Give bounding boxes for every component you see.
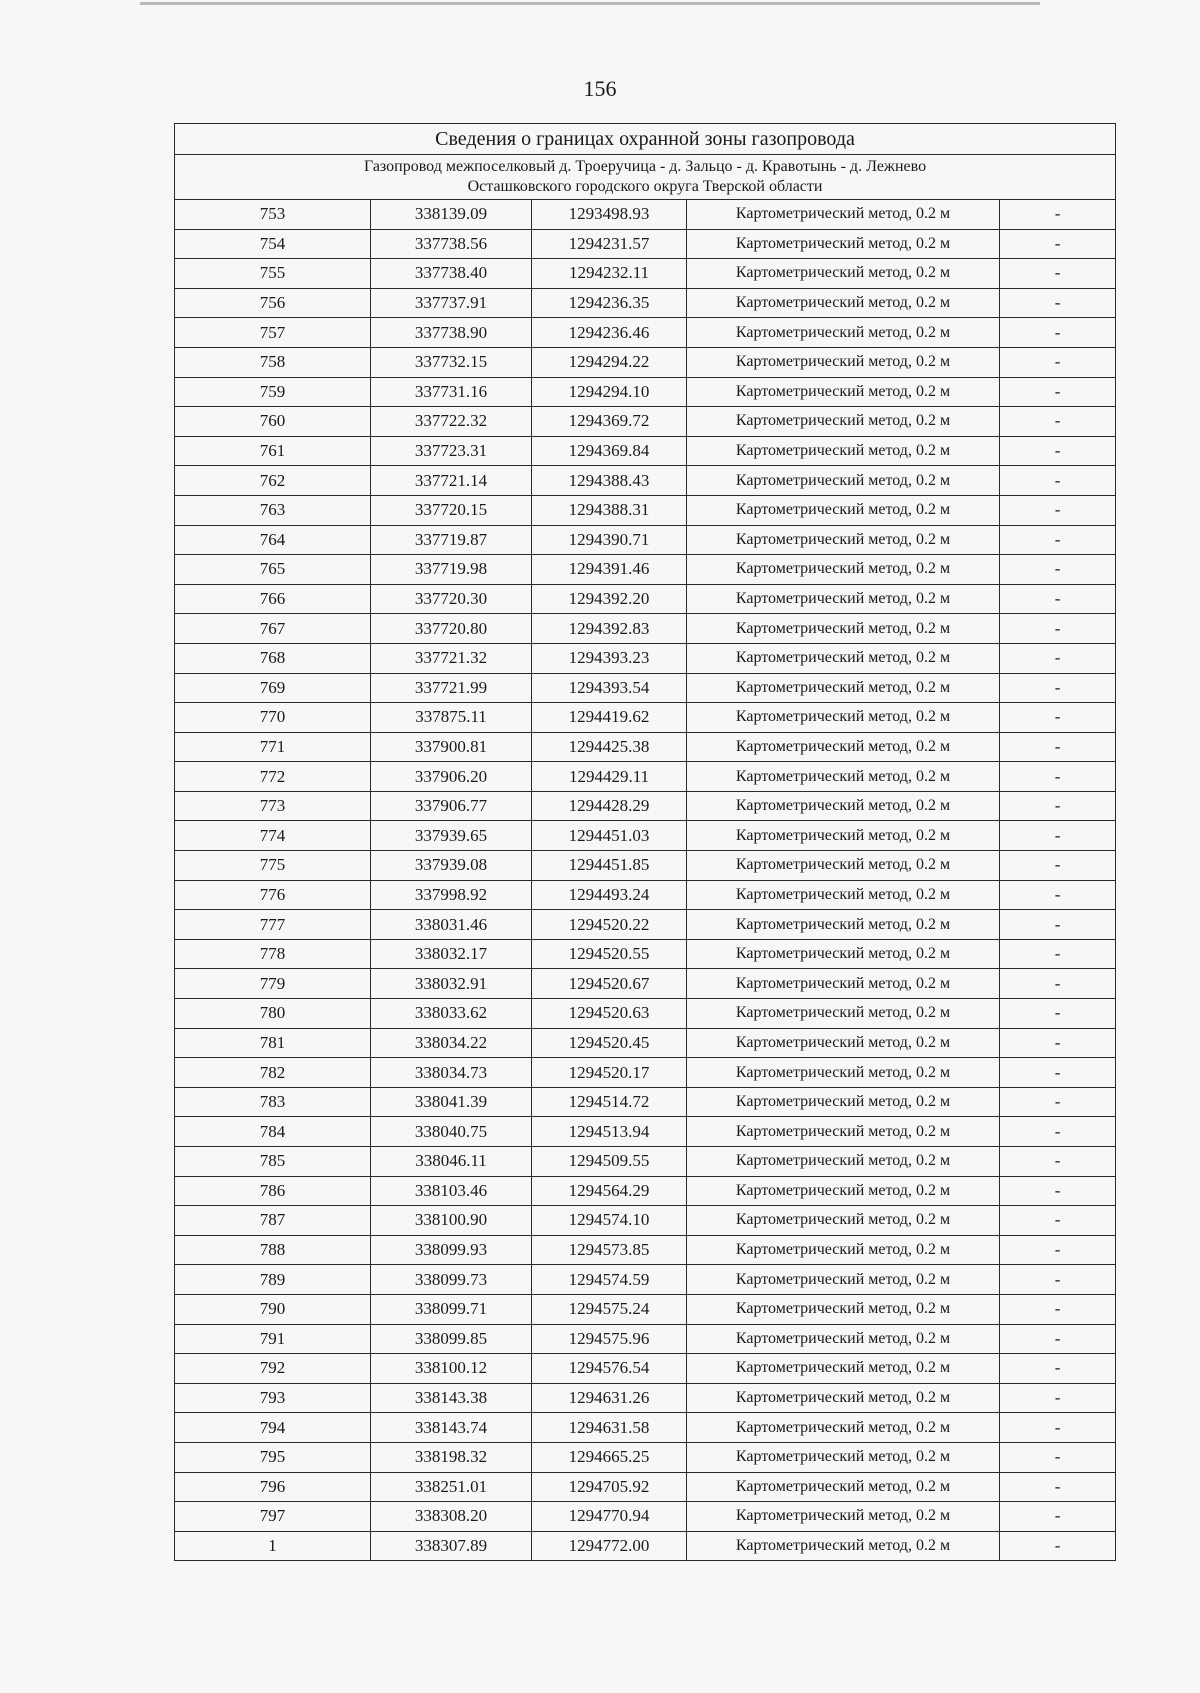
note-cell: - [1000, 643, 1116, 673]
table-row [175, 1206, 1116, 1236]
coord-x-cell: 338251.01 [371, 1472, 532, 1502]
point-number-cell: 791 [175, 1324, 371, 1354]
point-number-cell: 781 [175, 1028, 371, 1058]
table-row [175, 318, 1116, 348]
subtitle-line-2: Осташковского городского округа Тверской области [467, 178, 823, 195]
point-number-cell: 778 [175, 939, 371, 969]
coord-y-cell: 1294393.23 [532, 643, 687, 673]
table-row [175, 407, 1116, 437]
coord-x-cell: 337738.56 [371, 229, 532, 259]
note-cell: - [1000, 851, 1116, 881]
point-number-cell: 763 [175, 495, 371, 525]
table-row [175, 1235, 1116, 1265]
note-cell: - [1000, 762, 1116, 792]
method-cell: Картометрический метод, 0.2 м [687, 1383, 1000, 1413]
coord-x-cell: 338099.85 [371, 1324, 532, 1354]
table-row [175, 1472, 1116, 1502]
note-cell: - [1000, 969, 1116, 999]
method-cell: Картометрический метод, 0.2 м [687, 1531, 1000, 1561]
note-cell: - [1000, 1413, 1116, 1443]
point-number-cell: 755 [175, 259, 371, 289]
coord-y-cell: 1294520.22 [532, 910, 687, 940]
coord-x-cell: 337723.31 [371, 436, 532, 466]
coord-y-cell: 1293498.93 [532, 200, 687, 230]
method-cell: Картометрический метод, 0.2 м [687, 347, 1000, 377]
method-cell: Картометрический метод, 0.2 м [687, 673, 1000, 703]
note-cell: - [1000, 910, 1116, 940]
coord-y-cell: 1294392.20 [532, 584, 687, 614]
table-row [175, 1413, 1116, 1443]
method-cell: Картометрический метод, 0.2 м [687, 1294, 1000, 1324]
coord-y-cell: 1294520.63 [532, 999, 687, 1029]
table-row [175, 347, 1116, 377]
table-row [175, 466, 1116, 496]
coord-x-cell: 338033.62 [371, 999, 532, 1029]
coord-y-cell: 1294520.67 [532, 969, 687, 999]
coord-y-cell: 1294575.24 [532, 1294, 687, 1324]
note-cell: - [1000, 1058, 1116, 1088]
method-cell: Картометрический метод, 0.2 м [687, 1176, 1000, 1206]
point-number-cell: 790 [175, 1294, 371, 1324]
coord-y-cell: 1294388.31 [532, 495, 687, 525]
coord-y-cell: 1294429.11 [532, 762, 687, 792]
coord-x-cell: 337737.91 [371, 288, 532, 318]
note-cell: - [1000, 1354, 1116, 1384]
note-cell: - [1000, 1472, 1116, 1502]
point-number-cell: 773 [175, 791, 371, 821]
coord-x-cell: 338100.12 [371, 1354, 532, 1384]
table-row [175, 614, 1116, 644]
note-cell: - [1000, 200, 1116, 230]
method-cell: Картометрический метод, 0.2 м [687, 851, 1000, 881]
note-cell: - [1000, 1235, 1116, 1265]
coord-y-cell: 1294232.11 [532, 259, 687, 289]
note-cell: - [1000, 999, 1116, 1029]
note-cell: - [1000, 791, 1116, 821]
note-cell: - [1000, 377, 1116, 407]
point-number-cell: 767 [175, 614, 371, 644]
coord-y-cell: 1294631.58 [532, 1413, 687, 1443]
point-number-cell: 753 [175, 200, 371, 230]
coord-x-cell: 337906.77 [371, 791, 532, 821]
method-cell: Картометрический метод, 0.2 м [687, 969, 1000, 999]
note-cell: - [1000, 259, 1116, 289]
point-number-cell: 766 [175, 584, 371, 614]
note-cell: - [1000, 1442, 1116, 1472]
point-number-cell: 760 [175, 407, 371, 437]
note-cell: - [1000, 1028, 1116, 1058]
table-row [175, 910, 1116, 940]
method-cell: Картометрический метод, 0.2 м [687, 1413, 1000, 1443]
gas-pipeline-zone-table [174, 123, 1116, 1561]
method-cell: Картометрический метод, 0.2 м [687, 436, 1000, 466]
note-cell: - [1000, 318, 1116, 348]
note-cell: - [1000, 1531, 1116, 1561]
table-title-row [175, 124, 1116, 155]
coord-x-cell: 338032.91 [371, 969, 532, 999]
note-cell: - [1000, 495, 1116, 525]
table-subtitle-row [175, 155, 1116, 200]
note-cell: - [1000, 703, 1116, 733]
table-row [175, 1117, 1116, 1147]
coord-x-cell: 337738.40 [371, 259, 532, 289]
top-scan-rule [140, 2, 1040, 5]
coord-x-cell: 338307.89 [371, 1531, 532, 1561]
coord-y-cell: 1294705.92 [532, 1472, 687, 1502]
coord-y-cell: 1294392.83 [532, 614, 687, 644]
coord-x-cell: 338040.75 [371, 1117, 532, 1147]
coord-y-cell: 1294520.17 [532, 1058, 687, 1088]
note-cell: - [1000, 1294, 1116, 1324]
point-number-cell: 774 [175, 821, 371, 851]
table-title: Сведения о границах охранной зоны газопровода [175, 124, 1116, 155]
table-row [175, 259, 1116, 289]
coord-y-cell: 1294393.54 [532, 673, 687, 703]
point-number-cell: 789 [175, 1265, 371, 1295]
table-row [175, 1265, 1116, 1295]
point-number-cell: 788 [175, 1235, 371, 1265]
coord-x-cell: 338198.32 [371, 1442, 532, 1472]
table-row [175, 939, 1116, 969]
method-cell: Картометрический метод, 0.2 м [687, 1324, 1000, 1354]
coord-x-cell: 337719.98 [371, 555, 532, 585]
table-row [175, 1531, 1116, 1561]
note-cell: - [1000, 584, 1116, 614]
coord-y-cell: 1294564.29 [532, 1176, 687, 1206]
method-cell: Картометрический метод, 0.2 м [687, 555, 1000, 585]
point-number-cell: 777 [175, 910, 371, 940]
coord-y-cell: 1294509.55 [532, 1147, 687, 1177]
coord-x-cell: 337720.30 [371, 584, 532, 614]
note-cell: - [1000, 555, 1116, 585]
coord-x-cell: 338034.22 [371, 1028, 532, 1058]
point-number-cell: 779 [175, 969, 371, 999]
table-row [175, 229, 1116, 259]
coord-x-cell: 337732.15 [371, 347, 532, 377]
method-cell: Картометрический метод, 0.2 м [687, 1087, 1000, 1117]
table-row [175, 999, 1116, 1029]
method-cell: Картометрический метод, 0.2 м [687, 703, 1000, 733]
coord-y-cell: 1294576.54 [532, 1354, 687, 1384]
method-cell: Картометрический метод, 0.2 м [687, 939, 1000, 969]
coord-y-cell: 1294574.59 [532, 1265, 687, 1295]
point-number-cell: 783 [175, 1087, 371, 1117]
coord-x-cell: 338308.20 [371, 1502, 532, 1532]
note-cell: - [1000, 821, 1116, 851]
method-cell: Картометрический метод, 0.2 м [687, 910, 1000, 940]
note-cell: - [1000, 288, 1116, 318]
method-cell: Картометрический метод, 0.2 м [687, 1472, 1000, 1502]
coord-y-cell: 1294419.62 [532, 703, 687, 733]
method-cell: Картометрический метод, 0.2 м [687, 200, 1000, 230]
coord-y-cell: 1294770.94 [532, 1502, 687, 1532]
point-number-cell: 762 [175, 466, 371, 496]
table-row [175, 851, 1116, 881]
coord-x-cell: 337738.90 [371, 318, 532, 348]
coord-x-cell: 338143.74 [371, 1413, 532, 1443]
method-cell: Картометрический метод, 0.2 м [687, 525, 1000, 555]
note-cell: - [1000, 1383, 1116, 1413]
coord-y-cell: 1294520.55 [532, 939, 687, 969]
note-cell: - [1000, 1176, 1116, 1206]
method-cell: Картометрический метод, 0.2 м [687, 377, 1000, 407]
table-row [175, 1058, 1116, 1088]
coord-x-cell: 338041.39 [371, 1087, 532, 1117]
table-row [175, 732, 1116, 762]
point-number-cell: 771 [175, 732, 371, 762]
coord-x-cell: 338099.93 [371, 1235, 532, 1265]
table-row [175, 821, 1116, 851]
table-row [175, 200, 1116, 230]
point-number-cell: 785 [175, 1147, 371, 1177]
coord-y-cell: 1294574.10 [532, 1206, 687, 1236]
method-cell: Картометрический метод, 0.2 м [687, 318, 1000, 348]
note-cell: - [1000, 939, 1116, 969]
point-number-cell: 775 [175, 851, 371, 881]
note-cell: - [1000, 1206, 1116, 1236]
table-row [175, 1176, 1116, 1206]
coord-y-cell: 1294514.72 [532, 1087, 687, 1117]
coord-x-cell: 338099.73 [371, 1265, 532, 1295]
method-cell: Картометрический метод, 0.2 м [687, 229, 1000, 259]
point-number-cell: 761 [175, 436, 371, 466]
point-number-cell: 769 [175, 673, 371, 703]
subtitle-line-1: Газопровод межпоселковый д. Троеручица - д. Зальцо - д. Кравотынь - д. Лежнево [363, 158, 927, 175]
coord-x-cell: 338046.11 [371, 1147, 532, 1177]
point-number-cell: 782 [175, 1058, 371, 1088]
note-cell: - [1000, 1117, 1116, 1147]
point-number-cell: 1 [175, 1531, 371, 1561]
table-row [175, 436, 1116, 466]
coord-y-cell: 1294294.22 [532, 347, 687, 377]
coord-x-cell: 338099.71 [371, 1294, 532, 1324]
page-number: 156 [583, 76, 617, 101]
point-number-cell: 768 [175, 643, 371, 673]
method-cell: Картометрический метод, 0.2 м [687, 1147, 1000, 1177]
table-row [175, 1383, 1116, 1413]
coord-y-cell: 1294390.71 [532, 525, 687, 555]
method-cell: Картометрический метод, 0.2 м [687, 732, 1000, 762]
method-cell: Картометрический метод, 0.2 м [687, 1265, 1000, 1295]
method-cell: Картометрический метод, 0.2 м [687, 1442, 1000, 1472]
method-cell: Картометрический метод, 0.2 м [687, 1117, 1000, 1147]
coord-y-cell: 1294236.35 [532, 288, 687, 318]
note-cell: - [1000, 1087, 1116, 1117]
note-cell: - [1000, 466, 1116, 496]
table-row [175, 288, 1116, 318]
coord-x-cell: 337939.65 [371, 821, 532, 851]
point-number-cell: 794 [175, 1413, 371, 1443]
coord-x-cell: 337719.87 [371, 525, 532, 555]
coord-x-cell: 337721.99 [371, 673, 532, 703]
coord-x-cell: 337998.92 [371, 880, 532, 910]
coord-y-cell: 1294236.46 [532, 318, 687, 348]
coord-y-cell: 1294575.96 [532, 1324, 687, 1354]
point-number-cell: 787 [175, 1206, 371, 1236]
coord-x-cell: 337722.32 [371, 407, 532, 437]
coord-y-cell: 1294513.94 [532, 1117, 687, 1147]
method-cell: Картометрический метод, 0.2 м [687, 880, 1000, 910]
note-cell: - [1000, 1324, 1116, 1354]
table-row [175, 584, 1116, 614]
point-number-cell: 764 [175, 525, 371, 555]
point-number-cell: 759 [175, 377, 371, 407]
note-cell: - [1000, 1502, 1116, 1532]
table-row [175, 673, 1116, 703]
method-cell: Картометрический метод, 0.2 м [687, 791, 1000, 821]
point-number-cell: 786 [175, 1176, 371, 1206]
coord-y-cell: 1294391.46 [532, 555, 687, 585]
point-number-cell: 756 [175, 288, 371, 318]
coord-x-cell: 337720.80 [371, 614, 532, 644]
coord-y-cell: 1294772.00 [532, 1531, 687, 1561]
point-number-cell: 795 [175, 1442, 371, 1472]
coord-y-cell: 1294520.45 [532, 1028, 687, 1058]
coord-x-cell: 338032.17 [371, 939, 532, 969]
coord-x-cell: 337731.16 [371, 377, 532, 407]
coord-x-cell: 338031.46 [371, 910, 532, 940]
table-row [175, 1087, 1116, 1117]
coord-x-cell: 337875.11 [371, 703, 532, 733]
note-cell: - [1000, 525, 1116, 555]
point-number-cell: 770 [175, 703, 371, 733]
method-cell: Картометрический метод, 0.2 м [687, 821, 1000, 851]
coord-y-cell: 1294428.29 [532, 791, 687, 821]
table-row [175, 1028, 1116, 1058]
coord-y-cell: 1294369.84 [532, 436, 687, 466]
table-row [175, 762, 1116, 792]
point-number-cell: 757 [175, 318, 371, 348]
method-cell: Картометрический метод, 0.2 м [687, 407, 1000, 437]
note-cell: - [1000, 732, 1116, 762]
point-number-cell: 793 [175, 1383, 371, 1413]
coord-y-cell: 1294369.72 [532, 407, 687, 437]
method-cell: Картометрический метод, 0.2 м [687, 584, 1000, 614]
table-row [175, 525, 1116, 555]
method-cell: Картометрический метод, 0.2 м [687, 259, 1000, 289]
table-row [175, 555, 1116, 585]
point-number-cell: 797 [175, 1502, 371, 1532]
table-row [175, 1294, 1116, 1324]
point-number-cell: 780 [175, 999, 371, 1029]
coord-x-cell: 338034.73 [371, 1058, 532, 1088]
point-number-cell: 792 [175, 1354, 371, 1384]
table-row [175, 1442, 1116, 1472]
table-row [175, 1324, 1116, 1354]
point-number-cell: 772 [175, 762, 371, 792]
coord-y-cell: 1294573.85 [532, 1235, 687, 1265]
table-row [175, 1502, 1116, 1532]
method-cell: Картометрический метод, 0.2 м [687, 466, 1000, 496]
table-row [175, 791, 1116, 821]
table-row [175, 1147, 1116, 1177]
table-row [175, 880, 1116, 910]
point-number-cell: 784 [175, 1117, 371, 1147]
method-cell: Картометрический метод, 0.2 м [687, 762, 1000, 792]
coord-x-cell: 338143.38 [371, 1383, 532, 1413]
coord-x-cell: 337900.81 [371, 732, 532, 762]
table-row [175, 1354, 1116, 1384]
coord-x-cell: 338103.46 [371, 1176, 532, 1206]
point-number-cell: 754 [175, 229, 371, 259]
coord-y-cell: 1294451.85 [532, 851, 687, 881]
table-row [175, 377, 1116, 407]
table-row [175, 495, 1116, 525]
note-cell: - [1000, 880, 1116, 910]
point-number-cell: 765 [175, 555, 371, 585]
table-row [175, 703, 1116, 733]
note-cell: - [1000, 229, 1116, 259]
note-cell: - [1000, 1147, 1116, 1177]
note-cell: - [1000, 407, 1116, 437]
table-row [175, 643, 1116, 673]
method-cell: Картометрический метод, 0.2 м [687, 1206, 1000, 1236]
table-subtitle [175, 155, 1116, 200]
note-cell: - [1000, 1265, 1116, 1295]
coord-x-cell: 337906.20 [371, 762, 532, 792]
coord-x-cell: 338139.09 [371, 200, 532, 230]
method-cell: Картометрический метод, 0.2 м [687, 999, 1000, 1029]
method-cell: Картометрический метод, 0.2 м [687, 1502, 1000, 1532]
coord-x-cell: 338100.90 [371, 1206, 532, 1236]
point-number-cell: 758 [175, 347, 371, 377]
note-cell: - [1000, 347, 1116, 377]
coord-x-cell: 337939.08 [371, 851, 532, 881]
method-cell: Картометрический метод, 0.2 м [687, 1058, 1000, 1088]
coord-x-cell: 337721.32 [371, 643, 532, 673]
method-cell: Картометрический метод, 0.2 м [687, 614, 1000, 644]
method-cell: Картометрический метод, 0.2 м [687, 1028, 1000, 1058]
coord-x-cell: 337720.15 [371, 495, 532, 525]
note-cell: - [1000, 673, 1116, 703]
method-cell: Картометрический метод, 0.2 м [687, 1235, 1000, 1265]
table-row [175, 969, 1116, 999]
point-number-cell: 796 [175, 1472, 371, 1502]
method-cell: Картометрический метод, 0.2 м [687, 1354, 1000, 1384]
coord-y-cell: 1294451.03 [532, 821, 687, 851]
coord-y-cell: 1294388.43 [532, 466, 687, 496]
coord-y-cell: 1294665.25 [532, 1442, 687, 1472]
note-cell: - [1000, 614, 1116, 644]
method-cell: Картометрический метод, 0.2 м [687, 495, 1000, 525]
method-cell: Картометрический метод, 0.2 м [687, 288, 1000, 318]
note-cell: - [1000, 436, 1116, 466]
coord-x-cell: 337721.14 [371, 466, 532, 496]
coord-y-cell: 1294493.24 [532, 880, 687, 910]
coord-y-cell: 1294631.26 [532, 1383, 687, 1413]
coord-y-cell: 1294425.38 [532, 732, 687, 762]
coord-y-cell: 1294231.57 [532, 229, 687, 259]
point-number-cell: 776 [175, 880, 371, 910]
method-cell: Картометрический метод, 0.2 м [687, 643, 1000, 673]
coord-y-cell: 1294294.10 [532, 377, 687, 407]
